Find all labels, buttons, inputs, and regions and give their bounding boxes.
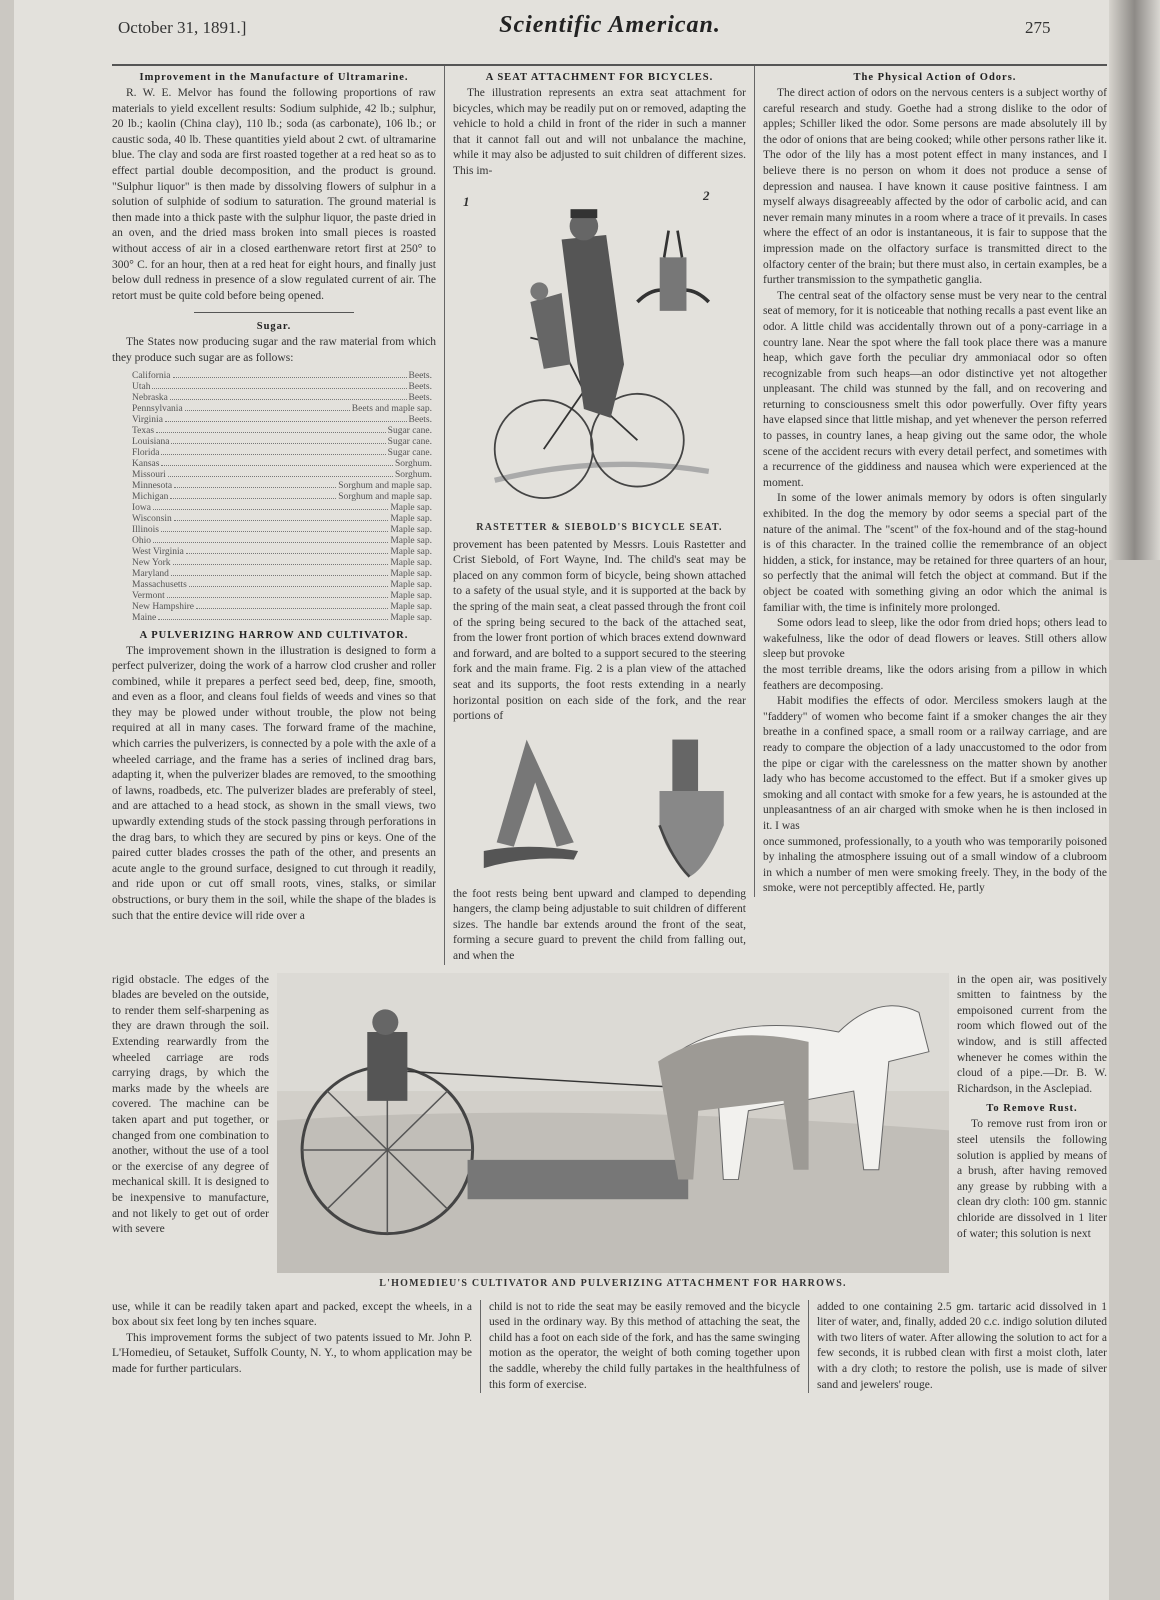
leader-dots — [185, 410, 350, 411]
sugar-row — [132, 580, 432, 591]
sugar-row — [132, 525, 432, 536]
top-section — [112, 66, 1107, 965]
sugar-state: Louisiana — [132, 436, 170, 447]
sugar-row — [132, 547, 432, 558]
sugar-table — [132, 371, 432, 624]
sugar-row — [132, 602, 432, 613]
leader-dots — [158, 619, 388, 620]
sugar-row — [132, 536, 432, 547]
odors-paragraph-4-cont: the most terrible dreams, like the odors arising from a pillow in which feathers are decomposing. — [763, 663, 1107, 692]
sugar-source: Maple sap. — [390, 590, 432, 601]
section-ornament — [194, 312, 354, 313]
sugar-state: Maryland — [132, 568, 169, 579]
harrow-body-b: rigid obstacle. The edges of the blades are beveled on the outside, to render them self-sharpening as they are drawn through the soil. Extending rearwardly from the wheeled carriage are rods carrying drags, by which the marks made by the wheels are covered. The machine can be taken apart and put together, or changed from one combination to another, without the use of a tool or the exercise of any degree of mechanical skill. It is designed to be inexpensive to manufacture, and not likely to get out of order with severe — [112, 973, 269, 1236]
left-column — [112, 66, 444, 924]
sugar-row — [132, 448, 432, 459]
leader-dots — [168, 476, 393, 477]
harrow-article-b — [112, 973, 269, 1238]
sugar-state: Iowa — [132, 502, 151, 513]
rust-article-b — [817, 1300, 1107, 1394]
bottom-section — [112, 1300, 1107, 1394]
sugar-state: Ohio — [132, 535, 151, 546]
sugar-source: Maple sap. — [390, 513, 432, 524]
leader-dots — [161, 465, 393, 466]
sugar-intro-text: The States now producing sugar and the raw material from which they produce such sugar are as follows: — [112, 336, 436, 364]
sugar-source: Sugar cane. — [387, 447, 432, 458]
leader-dots — [189, 586, 388, 587]
sugar-row — [132, 437, 432, 448]
figure-label-2: 2 — [703, 187, 710, 203]
leader-dots — [165, 421, 407, 422]
leader-dots — [174, 487, 336, 488]
sugar-row — [132, 558, 432, 569]
bicycle-body-c: the foot rests being bent upward and clamped to depending hangers, the clamp being adjustable to suit children of different sizes. The handle bar extends around the front of the seat, forming a secure guard to prevent the child from falling out, and when the — [453, 887, 746, 963]
harrow-article-c — [112, 1300, 472, 1378]
harrow-body-c: use, while it can be readily taken apart and packed, except the wheels, in a box about six feet long by ten inches square. — [112, 1300, 472, 1329]
issue-date: October 31, 1891.] — [118, 18, 247, 37]
sugar-source: Sugar cane. — [387, 425, 432, 436]
page-header — [112, 12, 1107, 66]
sugar-state: Kansas — [132, 458, 160, 469]
leader-dots — [153, 542, 388, 543]
leader-dots — [174, 520, 389, 521]
leader-dots — [156, 432, 386, 433]
odors-paragraph-5-end: in the open air, was positively smitten to faintness by the empoisoned current from the room which flowed out of the window, and is still affected whenever he comes within the cloud of a pipe.—Dr. B. W. Richardson, in the Asclepiad. — [957, 973, 1107, 1095]
sugar-source: Maple sap. — [390, 524, 432, 535]
sugar-row — [132, 514, 432, 525]
sugar-state: Virginia — [132, 414, 163, 425]
sugar-row — [132, 459, 432, 470]
bicycle-body-a: The illustration represents an extra seat attachment for bicycles, which may be readily put on or removed, adapting the vehicle to hold a child in front of the rider in such a manner that it cannot fall out and will not unbalance the machine, while it may also be adjusted to suit children of different sizes. This im- — [453, 87, 746, 177]
bicycle-article-d — [489, 1300, 800, 1394]
sugar-source: Maple sap. — [390, 568, 432, 579]
page-content — [112, 12, 1107, 1393]
odors-article-end — [957, 973, 1107, 1098]
leader-dots — [171, 575, 388, 576]
bicycle-body-d: child is not to ride the seat may be easily removed and the bicycle used in the ordinary way. By this method of attaching the seat, the child has a foot on each side of the fork, and has the same swinging motion as the operator, the weight of both coming together upon the saddle, whereby the child fully partakes in the healthfulness of this form of exercise. — [489, 1300, 800, 1391]
sugar-row — [132, 503, 432, 514]
sugar-state: Florida — [132, 447, 160, 458]
seat-parts-illustration — [453, 731, 746, 881]
odors-paragraph-5: Habit modifies the effects of odor. Merciless smokers laugh at the "faddery" of women who become faint if a smoker changes the air they breathe in a confined space, a small room or a railway carriage, and are ready to compare the objection of a lady unaccustomed to the odor from the pipe or cigar with the carelessness on the matter shown by another lady who has become accustomed to the effect. But if a smoker gives up smoking and all contact with smoke for a few years, he is astounded at the unpleasantness of an air charged with smoke when he is then inclosed in it. I was — [763, 695, 1107, 832]
sugar-source: Sorghum. — [394, 458, 432, 469]
leader-dots — [196, 608, 388, 609]
middle-column — [444, 66, 754, 965]
bicycle-article-b — [453, 538, 746, 725]
sugar-state: Vermont — [132, 590, 165, 601]
leader-dots — [171, 443, 385, 444]
illustration-section — [112, 973, 1107, 1294]
torn-edge — [1109, 0, 1160, 560]
leader-dots — [167, 597, 389, 598]
bicycle-seat-illustration — [453, 186, 746, 516]
cultivator-illustration — [277, 973, 949, 1273]
sugar-row — [132, 371, 432, 382]
page-number: 275 — [1025, 18, 1051, 37]
sugar-source: Maple sap. — [390, 601, 432, 612]
odors-paragraph-4: Some odors lead to sleep, like the odor from dried hops; others lead to wakefulness, like the odor of dead flowers or leaves. Still others allow sleep but provoke — [763, 617, 1107, 661]
leader-dots — [152, 388, 406, 389]
sugar-source: Maple sap. — [390, 535, 432, 546]
bicycle-caption: RASTETTER & SIEBOLD'S BICYCLE SEAT. — [476, 521, 723, 533]
ultramarine-article — [112, 86, 436, 304]
right-narrow-column — [949, 973, 1107, 1243]
bottom-right-column — [808, 1300, 1107, 1394]
odors-heading: The Physical Action of Odors. — [853, 72, 1017, 83]
harrow-body-d: This improvement forms the subject of two patents issued to Mr. John P. L'Homedieu, of Setauket, Suffolk County, N. Y., to whom application may be made for further particulars. — [112, 1331, 472, 1376]
sugar-state: California — [132, 370, 171, 381]
harrow-heading: A PULVERIZING HARROW AND CULTIVATOR. — [139, 629, 409, 641]
leader-dots — [173, 564, 389, 565]
sugar-state: Minnesota — [132, 480, 173, 491]
sugar-source: Sorghum and maple sap. — [338, 491, 432, 502]
odors-paragraph-2: The central seat of the olfactory sense must be very near to the central seat of memory, for it is noticeable that nothing recalls a past event like an odor. A little child was accidentally thrown out of a pony-carriage in a country lane. Near the spot where the fall took place there was a manure heap, which gave forth the peculiar dry ammoniacal odor so often recognizable from such heaps—an odor distinctive yet not altogether unpleasant. The child was stunned by the fall, and on recovering and returning to consciousness smelt this odor powerfully. Over fifty years have elapsed since that little mishap, and yet whenever the person referred to passes, in country lanes, a heap giving out the same odor, the whole scene of the accident recurs with every detail perfect, and sometimes with a recurrence of the giddiness and nausea which were experienced at the moment. — [763, 289, 1107, 489]
bicycle-heading: A SEAT ATTACHMENT FOR BICYCLES. — [485, 72, 714, 83]
sugar-row — [132, 569, 432, 580]
leader-dots — [153, 509, 388, 510]
sugar-intro — [112, 335, 436, 366]
sugar-state: New York — [132, 557, 171, 568]
sugar-state: Michigan — [132, 491, 169, 502]
sugar-heading: Sugar. — [256, 321, 292, 333]
odors-article — [763, 86, 1107, 897]
sugar-row — [132, 492, 432, 503]
sugar-source: Beets. — [408, 370, 432, 381]
sugar-row — [132, 613, 432, 624]
harrow-article-a — [112, 644, 436, 925]
sugar-state: Utah — [132, 381, 151, 392]
rust-body-b: added to one containing 2.5 gm. tartaric acid dissolved in 1 liter of water, and, finally, added 20 c.c. indigo solution diluted with two liters of water. After allowing the solution to act for a few seconds, it is rubbed clean with first a moist cloth, later with a dry cloth; to restore the polish, use is made of silver sand and jewelers' rouge. — [817, 1300, 1107, 1391]
odors-paragraph-5-cont: once summoned, professionally, to a youth who was temporarily poisoned by inhaling the atmosphere issuing out of a small window of a clubroom in which a number of men were smoking freely. They, in the body of the smoke, were not perceptibly affected. He, partly — [763, 835, 1107, 895]
leader-dots — [173, 377, 407, 378]
rust-body-a: To remove rust from iron or steel utensils the following solution is applied by means of a brush, after having removed any grease by rubbing with a clean dry cloth: 100 gm. stannic chloride are dissolved in 1 liter of water; this solution is next — [957, 1118, 1107, 1240]
sugar-source: Sugar cane. — [387, 436, 432, 447]
sugar-source: Maple sap. — [390, 502, 432, 513]
bicycle-article-c — [453, 887, 746, 965]
sugar-state: Missouri — [132, 469, 166, 480]
sugar-row — [132, 426, 432, 437]
sugar-row — [132, 415, 432, 426]
leader-dots — [170, 399, 407, 400]
sugar-source: Maple sap. — [390, 546, 432, 557]
sugar-state: Maine — [132, 612, 157, 623]
masthead: Scientific American. — [499, 12, 721, 38]
ultramarine-heading: Improvement in the Manufacture of Ultramarine. — [139, 72, 409, 83]
sugar-state: Nebraska — [132, 392, 168, 403]
odors-paragraph-3: In some of the lower animals memory by odors is often singularly exhibited. In the dog the memory by odor seems a special part of the nature of the animal. The "scent" of the fox-hound and of the stag-hound is of this character. In the trained collie the remembrance of an object hidden, a stick, for instance, may be retained for three quarters of an hour, so perfectly that the animal will fetch the object at command. But if the object be coated with something giving an odor which the animal is familiar with, the time is infinitely more prolonged. — [763, 492, 1107, 614]
sugar-row — [132, 470, 432, 481]
sugar-source: Maple sap. — [390, 557, 432, 568]
leader-dots — [161, 454, 385, 455]
cultivator-figure — [277, 973, 949, 1294]
rust-heading: To Remove Rust. — [986, 1103, 1078, 1115]
sugar-source: Sorghum and maple sap. — [338, 480, 432, 491]
sugar-state: Texas — [132, 425, 155, 436]
figure-label-1: 1 — [463, 193, 470, 209]
sugar-state: West Virginia — [132, 546, 184, 557]
right-column — [754, 66, 1107, 897]
sugar-source: Maple sap. — [390, 612, 432, 623]
sugar-row — [132, 591, 432, 602]
bottom-left-column — [112, 1300, 480, 1378]
sugar-state: Wisconsin — [132, 513, 172, 524]
leader-dots — [161, 531, 388, 532]
sugar-source: Beets. — [408, 392, 432, 403]
rust-article-a — [957, 1117, 1107, 1242]
leader-dots — [170, 498, 336, 499]
bicycle-article-a — [453, 86, 746, 180]
harrow-body-a: The improvement shown in the illustration is designed to form a perfect pulverizer, doing the work of a harrow clod crusher and roller combined, while it prepares a perfect seed bed, deep, fine, smooth, and even as a floor, and cleans foul fields of weeds and vines so that they may be plowed under without trouble, the plow not being required at all in many cases. The forward frame of the machine, which carries the pulverizers, is connected by a pole with the axle of a wheeled carriage, and the frame has a series of inclined drag bars, adapting it, when the pulverizer blades are removed, to the smoothing of lawns, roadbeds, etc. The pulverizer blades are preferably of steel, and are attached to a head stock, as shown in the small views, two upwardly extending studs of the stock passing through perforations in the drag bars, to which they are secured by pins or keys. One of the paired cutter blades crosses the path of the other, and presents an acute angle to the ground surface, designed to cut through it readily, and ride upon or cut off small roots, vines, stalks, or similar obstructions, or bury them in the soil, while the shape of the blades is such that the entire device will ride over a — [112, 644, 436, 922]
sugar-source: Maple sap. — [390, 579, 432, 590]
sugar-state: Massachusetts — [132, 579, 187, 590]
cultivator-caption: L'HOMEDIEU'S CULTIVATOR AND PULVERIZING ATTACHMENT FOR HARROWS. — [379, 1277, 847, 1289]
bottom-middle-column — [480, 1300, 808, 1394]
sugar-row — [132, 404, 432, 415]
sugar-source: Sorghum. — [394, 469, 432, 480]
sugar-source: Beets. — [408, 414, 432, 425]
sugar-state: Pennsylvania — [132, 403, 183, 414]
bicycle-body-b: provement has been patented by Messrs. Louis Rastetter and Crist Siebold, of Fort Wayne, Ind. The child's seat may be placed on any common form of bicycle, being shown attached to a safety of the usual style, and it is supported at the back by the spring of the main seat, a cleat passed through the front coil of the spring being secured to the back of the attached seat, from the lower front portion of which braces extend downward and forward, and are bolted to a support secured to the steering fork and the main frame. Fig. 2 is a plan view of the attached seat and its supports, the foot rests extending in a nearly horizontal position on each side of the fork, and the rear portions of — [453, 538, 746, 723]
harrow-narrow-column — [112, 973, 277, 1238]
odors-paragraph-1: The direct action of odors on the nervous centers is a subject worthy of careful research and study. Goethe had a strong dislike to the odor of apples; Schiller liked the odor. Some persons are made absolutely ill by the odor of onions that are being cooked; while other persons rather like it. The odor of the lily has a most potent effect in many instances, and I believe there is no person on whom it does not produce a sense of depression and nausea. I have known it cause positive faintness. I am myself always disagreeably affected by the odor of carbolic acid, and can never remain many minutes in a room where a trace of it prevails. In cases where the effect of an odor is instantaneous, it is fair to suppose that the impression made on the olfactory surface is transmitted direct to the olfactory center of the brain; but there must also, in certain examples, be a further transmission to the sympathetic ganglia. — [763, 87, 1107, 287]
sugar-row — [132, 393, 432, 404]
sugar-state: New Hampshire — [132, 601, 194, 612]
sugar-state: Illinois — [132, 524, 159, 535]
ultramarine-body: R. W. E. Melvor has found the following proportions of raw materials to yield excellent results: Sodium sulphide, 42 lb.; sulphur, 20 lb.; kaolin (China clay), 110 lb.; soda (as carbonate), 106 lb.; or caustic soda, 40 lb. These quantities yield about 2 cwt. of ultramarine blue. The clay and soda are first roasted together at a red heat so as to effect partial double decomposition, and the product is ground. "Sulphur liquor" is then made by dissolving flowers of sulphur in a solution of sulphide of sodium to saturation. The ground material is then made into a thick paste with the sulphur liquor, the paste dried in an oven, and the dried mass broken into small pieces is roasted without access of air in a closed earthenware retort first at 250° to 300° C. for an hour, then at a red heat for eight hours, and finally just below dull redness in presence of a slow regulated current of air. The retort must be quite cold before being opened. — [112, 87, 436, 302]
sugar-source: Beets and maple sap. — [351, 403, 432, 414]
sugar-source: Beets. — [408, 381, 432, 392]
leader-dots — [186, 553, 388, 554]
sugar-row — [132, 481, 432, 492]
sugar-row — [132, 382, 432, 393]
